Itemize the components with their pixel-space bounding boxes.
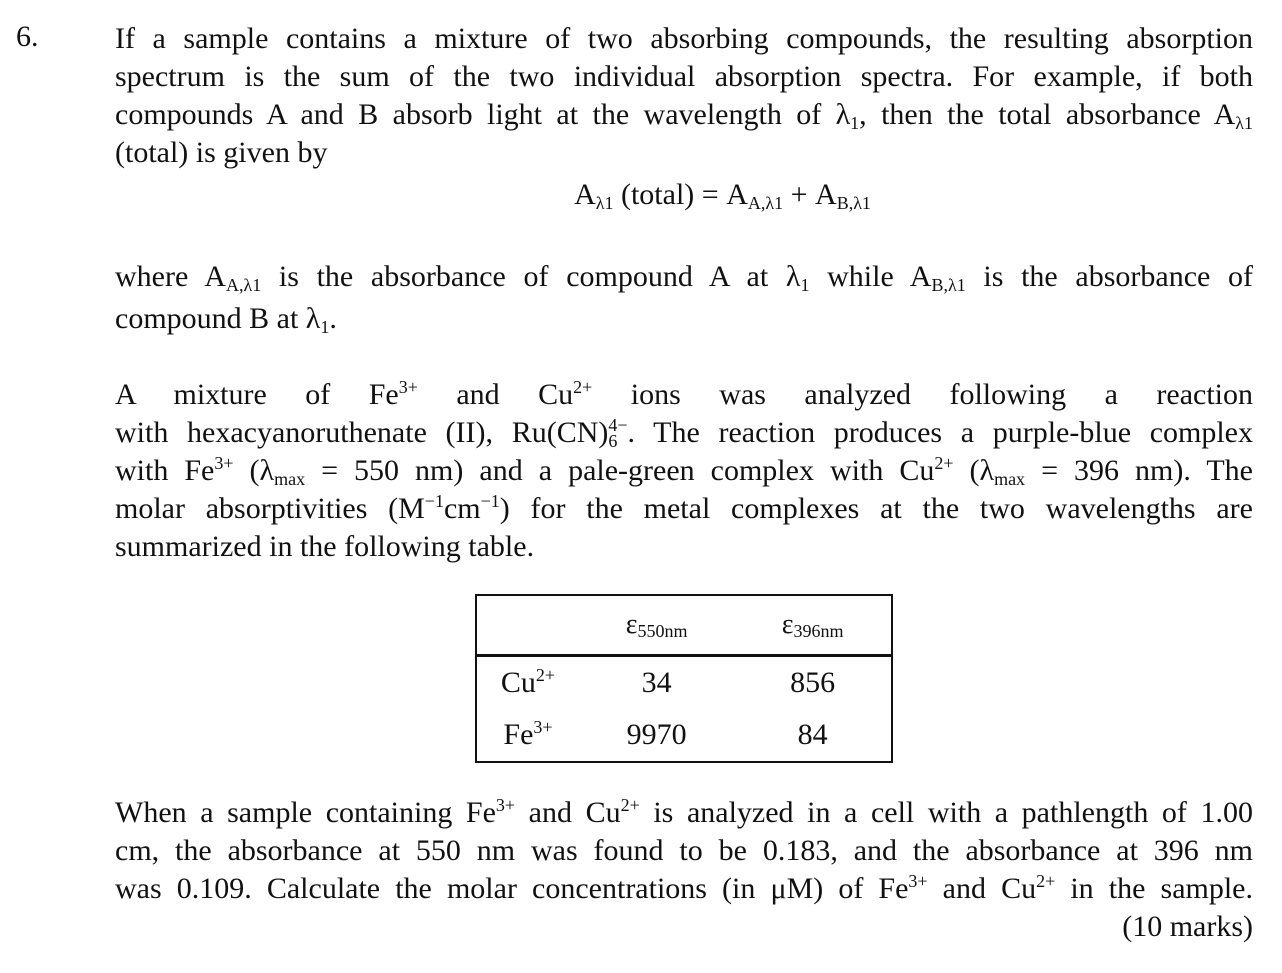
intro-line-3: compounds A and B absorb light at the wavelength of $\lambda_1$, then the total absorbance $A_{\lambda 1}$	[115, 98, 1253, 133]
final-line-3: was 0.109. Calculate the molar concentrations (in μM) of $Fe^{3+}$ and $Cu^{2+}$ in the sample.	[115, 871, 1253, 905]
mixture-paragraph	[115, 376, 1253, 566]
table-row	[476, 656, 892, 710]
table-header-row	[476, 595, 892, 656]
table-cell-e550: 34	[641, 666, 672, 699]
table-cell-e396: 856	[790, 666, 836, 699]
where-paragraph	[115, 258, 1253, 338]
intro-paragraph	[115, 20, 1253, 172]
table-header-e396: $\varepsilon_{396nm}$	[734, 595, 892, 656]
where-line-2: compound B at $\lambda_1$.	[115, 302, 337, 337]
table-cell-e396: 84	[797, 718, 828, 751]
question-number: 6.	[16, 20, 39, 53]
table-header-e550: $\varepsilon_{550nm}$	[579, 595, 734, 656]
intro-line-2: spectrum is the sum of the two individual absorption spectra. For example, if both	[115, 60, 1253, 93]
table-header-empty	[476, 595, 579, 656]
table-row	[476, 709, 892, 762]
final-line-1: When a sample containing $Fe^{3+}$ and $Cu^{2+}$ is analyzed in a cell with a pathlength of 1.00	[115, 795, 1253, 829]
final-line-2: cm, the absorbance at 550 nm was found to be 0.183, and the absorbance at 396 nm	[115, 834, 1253, 867]
table-cell-e550: 9970	[626, 718, 687, 751]
marks-label: (10 marks)	[1122, 910, 1253, 943]
mixture-line-4: molar absorptivities $(M^{-1}cm^{-1})$ for the metal complexes at the two wavelengths are	[115, 491, 1253, 525]
table-cell-ion: $Fe^{3+}$	[503, 717, 553, 751]
mixture-line-1: A mixture of $Fe^{3+}$ and $Cu^{2+}$ ions was analyzed following a reaction	[115, 377, 1254, 411]
intro-line-4: (total) is given by	[115, 136, 328, 169]
final-paragraph	[115, 794, 1253, 946]
where-line-1: where $A_{A,\lambda 1}$ is the absorbance of compound A at $\lambda_1$ while $A_{B,\lambda 1}$ is the absorbance of	[115, 260, 1254, 295]
mixture-line-2: with hexacyanoruthenate (II), $Ru(CN)_6^{4-}$. The reaction produces a purple-blue complex	[115, 415, 1253, 451]
absorbance-equation: $A_{\lambda 1}$ (total) = $A_{A,\lambda 1} + A_{B,\lambda 1}$	[574, 178, 871, 213]
absorptivity-table	[475, 594, 893, 763]
mixture-line-5: summarized in the following table.	[115, 530, 535, 563]
mixture-line-3: with $Fe^{3+}$ ($\lambda_{max} = 550$ nm) and a pale-green complex with $Cu^{2+}$ ($\lambda_{max} = 396$ nm). The	[115, 453, 1253, 489]
intro-line-1: If a sample contains a mixture of two absorbing compounds, the resulting absorption	[115, 22, 1253, 55]
table-cell-ion: $Cu^{2+}$	[500, 665, 556, 699]
